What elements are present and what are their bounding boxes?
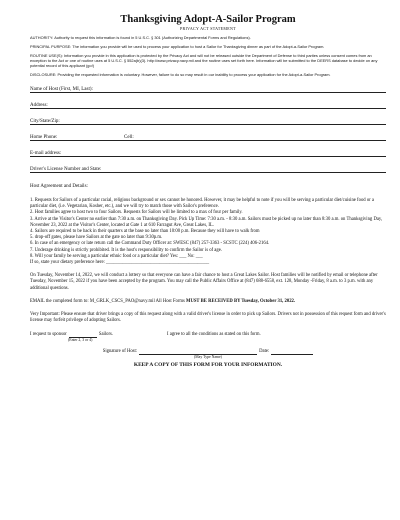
home-phone-field[interactable] xyxy=(30,135,124,141)
footer-notice: KEEP A COPY OF THIS FORM FOR YOUR INFORMATION. xyxy=(133,362,283,369)
type-name-caption: (May Type Name) xyxy=(194,355,222,360)
sailor-count-input[interactable] xyxy=(69,332,97,338)
agreement-item: 6. In case of an emergency or late return call the Command Duty Officer at: SWESC (847) 257-3363 - SCSTC (224) 406-2164. xyxy=(30,241,270,247)
date-input[interactable] xyxy=(271,349,313,355)
agreement-item: 2. Host families agree to host two to four Sailors. Requests for Sailors will be limited to a max of four per family. xyxy=(30,210,243,216)
important-note: Very Important: Please ensure that driver brings a copy of this request along with a valid driver's license in order to pick up Sailors. Drivers not in possession of this request form and driver's license may forfeit privilege of adopting Sailors. xyxy=(30,312,386,324)
phone-row xyxy=(30,135,386,141)
agreement-item[interactable]: 8. Will your family be serving a particular ethnic food or a particular diet? Yes: ___ No: ___ xyxy=(30,253,203,259)
dietary-preference-field[interactable]: If so, state your dietary preference here: ____________________________________________ xyxy=(30,260,210,266)
agreement-item: 4. Sailors are required to be back in their quarters at the base no later than 10:00 p.m. Because they will have to walk from xyxy=(30,229,260,235)
host-name-label: Name of Host (First, MI, Last): xyxy=(30,87,93,92)
deadline-text: MUST BE RECEIVED BY Tuesday, October 31, 2022. xyxy=(186,298,296,304)
privacy-statement-heading: PRIVACY ACT STATEMENT xyxy=(180,26,236,31)
sponsor-prefix: I request to sponsor xyxy=(30,332,67,338)
sponsor-request-row xyxy=(30,332,386,338)
disclosure-paragraph: DISCLOSURE: Providing the requested information is voluntary. However, failure to do so may result in our inability to process your application for the Adopt-a-Sailor Program. xyxy=(30,72,331,77)
authority-paragraph: AUTHORITY: Authority to request this information is found in 5 U.S.C. § 301 (Authorizing Departmental Forms and Regulations). xyxy=(30,35,251,40)
sailors-label: Sailors. xyxy=(98,332,114,338)
date-label: Date: xyxy=(259,349,270,355)
city-state-zip-field[interactable] xyxy=(30,119,386,125)
email-label: E-mail address: xyxy=(30,151,62,156)
agree-conditions-text: I agree to all the conditions as stated on this form. xyxy=(167,332,261,338)
agreement-item: 7. Underage drinking is strictly prohibited. It is the host's responsibility to confirm the Sailor is of age. xyxy=(30,247,222,253)
drivers-license-field[interactable] xyxy=(30,167,386,173)
agreement-heading: Host Agreement and Details: xyxy=(30,184,88,189)
address-field[interactable] xyxy=(30,103,386,109)
signature-row xyxy=(30,349,386,355)
email-field[interactable] xyxy=(30,151,386,157)
host-name-field[interactable] xyxy=(30,87,386,93)
email-instructions-text: EMAIL the completed form to: M_GRLK_CSCS_PAO@navy.mil All Host Forms xyxy=(30,298,185,304)
email-instructions xyxy=(30,299,386,305)
city-state-zip-label: City/State/Zip: xyxy=(30,119,60,124)
drivers-license-label: Driver's License Number and State: xyxy=(30,167,102,172)
routine-use-paragraph: ROUTINE USE(S): Information you provide in this application is protected by the Privacy Act and will not be released outside the Department of Defense to third parties unless consent comes from an exception to the Act or one of routine uses at 5 U.S.C. § 552a(b)(3). http://www.privacy.navy.mil and the routine uses set forth here. Information will be submitted to the DEERS database to decide on any potential record of this applicant (go!) xyxy=(30,53,378,68)
lottery-paragraph: On Tuesday, November 14, 2022, we will conduct a lottery so that everyone can have a fair chance to host a Great Lakes Sailor. Host families will be notified by email or telephone after Tuesday, November 15, 2022 if you have been accepted by the program. You may call the Public Affairs Office at (847) 688-6558, ext. 128, Monday -Friday, 8 a.m. to 3 p.m. with any additional questions. xyxy=(30,273,378,291)
sailor-count-hint: (Enter 2, 3 or 4) xyxy=(68,338,93,343)
form-title: Thanksgiving Adopt-A-Sailor Program xyxy=(120,14,296,25)
agreement-item: 1. Requests for Sailors of a particular racial, religious background or sex cannot be honored. However, it may be helpful to note if you will be serving a particular diet/cuisine food or a particular diet, (i.e. Vegetarian, Kosher, etc.), and we will try to match those with Sailor's preference. xyxy=(30,198,374,210)
purpose-paragraph: PRINCIPAL PURPOSE: The information you provide will be used to process your application to host a Sailor for Thanksgiving dinner as part of the Adopt-a-Sailor Program. xyxy=(30,44,325,49)
signature-input[interactable] xyxy=(139,349,257,355)
cell-phone-label: Cell: xyxy=(124,135,134,140)
address-label: Address: xyxy=(30,103,48,108)
agreement-item: 5. drop-off gates, please have Sailors at the gate no later than 9:30p.m. xyxy=(30,235,163,241)
home-phone-label: Home Phone: xyxy=(30,135,58,140)
signature-label: Signature of Host: xyxy=(102,349,138,355)
agreement-list xyxy=(30,198,386,266)
cell-phone-field[interactable] xyxy=(124,135,386,141)
agreement-item: 3. Arrive at the Visitor's Center no earlier than 7:30 a.m. on Thanksgiving Day. Pick Up Time: 7:30 a.m. - 8:30 a.m. Sailors must be picked up no later than 8:30 a.m. on Thanksgiving Day, November 23, 2022 at the Visitor's Center, located at Gate 1 at 610 Farragut Ave, Great Lakes, IL. xyxy=(30,216,383,228)
